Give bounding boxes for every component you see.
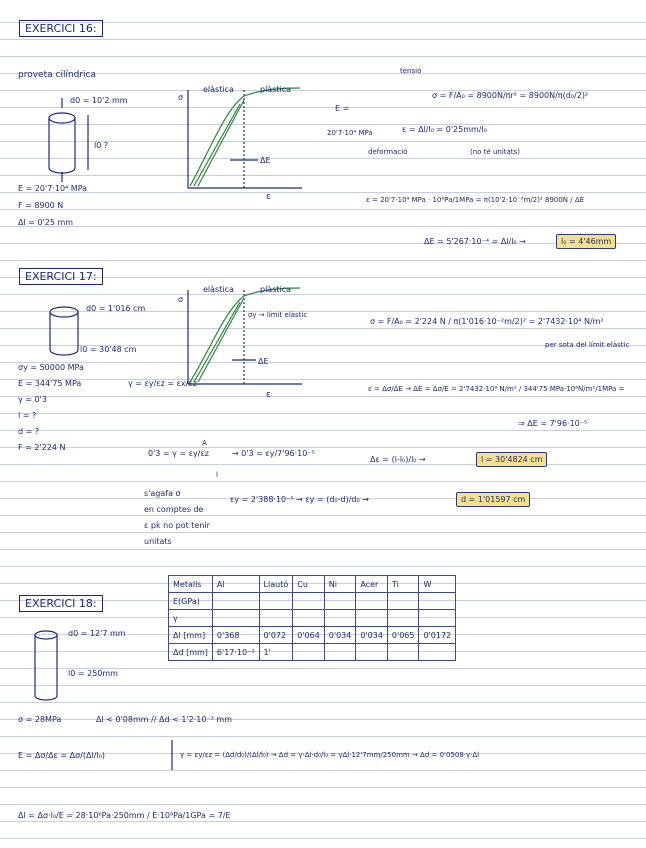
ex16-F: F = 8900 N <box>18 201 64 210</box>
ex17-note1: s'agafa σ <box>144 489 181 498</box>
ex16-de-res: ΔE = 5'267·10⁻⁴ = Δl/l₀ → <box>424 237 526 246</box>
ex17-de-res: ⇒ ΔE = 7'96·10⁻⁵ <box>518 419 588 428</box>
ex16-proveta: proveta cilíndrica <box>18 70 97 80</box>
ex17-de: ΔE <box>258 357 269 366</box>
cell <box>356 644 388 661</box>
ex16-sig-axis: σ <box>178 93 184 102</box>
cell <box>419 610 456 627</box>
cylinder-17 <box>50 307 78 355</box>
row-label: E(GPa) <box>169 593 213 610</box>
cell <box>212 610 259 627</box>
cell: 1' <box>259 644 293 661</box>
ex17-A: A <box>202 439 207 447</box>
ex16-eps-eq: ε = Δl/l₀ = 0'25mm/l₀ <box>402 125 487 134</box>
cell <box>324 593 356 610</box>
ex18-eq3: Δl = Δσ·l₀/E = 28·10⁶Pa·250mm / E·10⁹Pa/1GPa = 7/E <box>18 811 231 820</box>
ex17-gamma: γ = 0'3 <box>18 395 47 404</box>
table-row <box>169 610 456 627</box>
cylinder-18 <box>35 631 57 700</box>
row-label: Δl [mm] <box>169 627 213 644</box>
ex17-lq: l = ? <box>18 411 37 420</box>
ex17-l0: l0 = 30'48 cm <box>80 345 137 354</box>
table-header: W <box>419 576 456 593</box>
stress-strain-graph-16 <box>188 88 302 188</box>
cell <box>293 610 325 627</box>
cell: 0'0172 <box>419 627 456 644</box>
ex16-elastica: elàstica <box>203 85 234 94</box>
ex17-elastica: elàstica <box>203 285 234 294</box>
metals-table <box>168 575 456 661</box>
ex18-sig: σ = 28MPa <box>18 715 62 724</box>
cell: 0'034 <box>324 627 356 644</box>
table-header: Al <box>212 576 259 593</box>
ex18-d0: d0 = 12'7 mm <box>68 629 126 638</box>
ex17-sig-eq: σ = F/A₀ = 2'224 N / π(1'016·10⁻²m/2)² = 2'7432·10⁴ N/m² <box>370 317 604 326</box>
ex16-l0-result: l₀ = 4'46mm <box>556 234 616 249</box>
ex16-E: E = 20'7·10⁴ MPa <box>18 184 88 193</box>
ex18-eq2: γ = εy/εz = (Δd/d₀)/(Δl/l₀) → Δd = γ·Δl·d₀/l₀ = γΔl·12'7mm/250mm → Δd = 0'0508·γ·Δl <box>180 751 480 759</box>
ex17-g03b: → 0'3 = εy/7'96·10⁻⁵ <box>232 449 315 458</box>
ex17-sig-axis: σ <box>178 295 184 304</box>
ex17-ey: εy = 2'388·10⁻⁵ → εy = (d₀-d)/d₀ → <box>230 495 369 504</box>
cell <box>387 593 419 610</box>
cell <box>356 610 388 627</box>
ex16-deform: deformació <box>368 148 408 156</box>
cell <box>356 593 388 610</box>
cell <box>259 610 293 627</box>
cell: 0'072 <box>259 627 293 644</box>
ex16-eps2: ε = 20'7·10⁴ MPa · 10⁶Pa/1MPa = π(10'2·10⁻³m/2)² 8900N / ΔE <box>366 196 585 204</box>
cell: 0'065 <box>387 627 419 644</box>
cell: 0'368 <box>212 627 259 644</box>
cell: 6'17·10⁻³ <box>212 644 259 661</box>
ex17-note3: ε pk no pot tenir <box>144 521 210 530</box>
ex17-eps-eq: ε = Δσ/ΔE → ΔE = Δσ/E = 2'7432·10⁴ N/m² / 344'75 MPa·10⁶N/m²/1MPa = <box>368 385 625 393</box>
stress-strain-graph-17 <box>188 288 302 384</box>
table-header: Acer <box>356 576 388 593</box>
cell <box>259 593 293 610</box>
ex16-de: ΔE <box>260 156 271 165</box>
table-header: Cu <box>293 576 325 593</box>
ex17-F: F = 2'224 N <box>18 443 66 452</box>
cell: 0'034 <box>356 627 388 644</box>
ex17-d0: d0 = 1'016 cm <box>86 304 146 313</box>
ex17-sy: σy = 50000 MPa <box>18 363 84 372</box>
ex16-dl: Δl = 0'25 mm <box>18 218 74 227</box>
ex17-eps-axis: ε <box>266 390 271 400</box>
cell <box>324 610 356 627</box>
table-header: Llautó <box>259 576 293 593</box>
cell <box>419 644 456 661</box>
table-header: Ni <box>324 576 356 593</box>
cell <box>387 644 419 661</box>
ex17-dq: d = ? <box>18 427 40 436</box>
ex16-plastica: plàstica <box>260 85 292 94</box>
ex16-sig-eq: σ = F/A₀ = 8900N/πr² = 8900N/π(d₀/2)² <box>432 91 589 100</box>
ex16-l0q: l0 ? <box>94 141 109 150</box>
ex16-E-val: 20'7·10⁴ MPa <box>327 129 373 137</box>
ex16-d0: d0 = 10'2 mm <box>70 96 128 105</box>
cell <box>293 644 325 661</box>
ex16-nounit: (no té unitats) <box>470 148 520 156</box>
ex17-note4: unitats <box>144 537 172 546</box>
table-header-row <box>169 576 456 593</box>
ex16-eps-axis: ε <box>266 192 271 202</box>
table-header: Ti <box>387 576 419 593</box>
ex18-l0: l0 = 250mm <box>68 669 118 678</box>
ex17-sy-label: σy → límit elàstic <box>248 311 308 319</box>
cylinder-16 <box>49 98 88 182</box>
ex16-E-eq: E = <box>335 104 350 113</box>
ex17-title: EXERCICI 17: <box>19 268 103 285</box>
ex18-title: EXERCICI 18: <box>19 595 103 612</box>
ex17-d-result: d = 1'01597 cm <box>456 492 530 507</box>
ex17-per-sota: per sota del límit elàstic <box>545 341 630 349</box>
cell <box>387 610 419 627</box>
ex17-g03: 0'3 = γ = εy/εz <box>148 449 209 458</box>
table-row <box>169 644 456 661</box>
ex18-cond: Δl < 0'08mm // Δd < 1'2·10⁻³ mm <box>96 715 233 724</box>
ex17-E: E = 344'75 MPa <box>18 379 82 388</box>
table-header: Metalls <box>169 576 213 593</box>
ex17-l-result: l = 30'4824 cm <box>476 452 547 467</box>
ex17-gamma-eq: γ = εy/εz = εx/εz <box>128 379 197 388</box>
ex16-tensio: tensió <box>400 67 422 75</box>
table-row <box>169 593 456 610</box>
cell <box>212 593 259 610</box>
row-label: γ <box>169 610 213 627</box>
cell <box>324 644 356 661</box>
cell <box>419 593 456 610</box>
ex18-eq1: E = Δσ/Δε = Δσ/(Δl/l₀) <box>18 751 105 760</box>
ex17-l: l <box>216 471 218 479</box>
ex17-plastica: plàstica <box>260 285 292 294</box>
ex17-dl-eq: Δε = (l-l₀)/l₀ → <box>370 455 426 464</box>
table-row <box>169 627 456 644</box>
ex16-title: EXERCICI 16: <box>19 20 103 37</box>
cell: 0'064 <box>293 627 325 644</box>
cell <box>293 593 325 610</box>
row-label: Δd [mm] <box>169 644 213 661</box>
ex17-note2: en comptes de <box>144 505 204 514</box>
